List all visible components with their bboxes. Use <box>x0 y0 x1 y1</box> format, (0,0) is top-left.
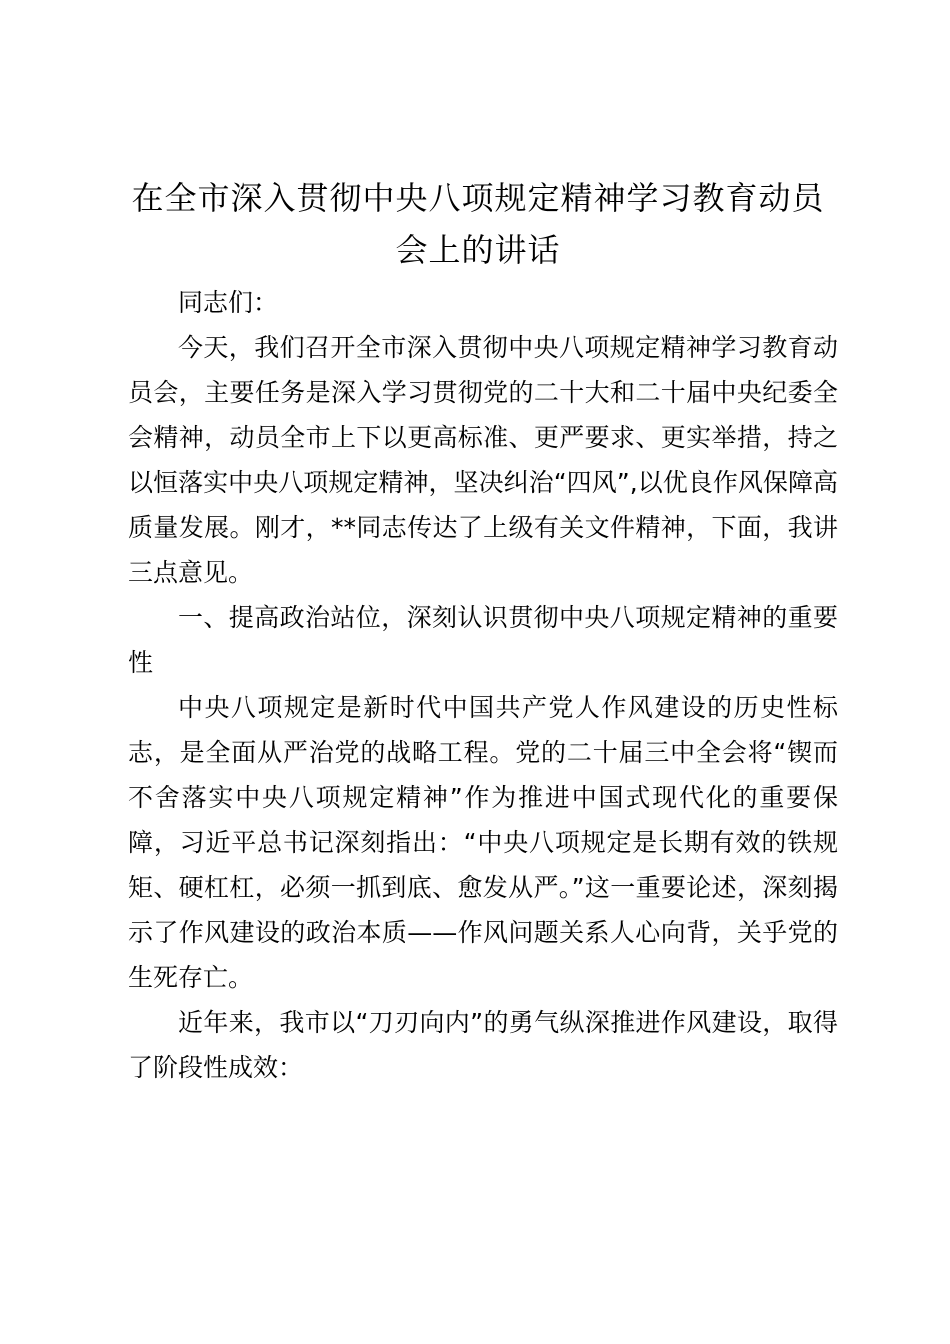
document-body <box>128 280 838 1090</box>
paragraph-achievements: 近年来，我市以“刀刃向内”的勇气纵深推进作风建设，取得了阶段性成效： <box>128 1008 838 1082</box>
document-title: 在全市深入贯彻中央八项规定精神学习教育动员会上的讲话 <box>131 179 825 269</box>
paragraph-intro: 今天，我们召开全市深入贯彻中央八项规定精神学习教育动员会，主要任务是深入学习贯彻党的二十大和二十届中央纪委全会精神，动员全市上下以更高标准、更严要求、更实举措，持之以恒落实中央八项规定精神，坚决纠治“四风”,以优良作风保障高质量发展。刚才，**同志传达了上级有关文件精神，下面，我讲三点意见。 <box>128 333 838 587</box>
section-heading-1: 一、提高政治站位，深刻认识贯彻中央八项规定精神的重要性 <box>128 603 838 677</box>
salutation: 同志们： <box>178 288 279 317</box>
paragraph-section-1: 中央八项规定是新时代中国共产党人作风建设的历史性标志，是全面从严治党的战略工程。党的二十届三中全会将“锲而不舍落实中央八项规定精神”作为推进中国式现代化的重要保障，习近平总书记深刻指出：“中央八项规定是长期有效的铁规矩、硬杠杠，必须一抓到底、愈发从严。”这一重要论述，深刻揭示了作风建设的政治本质——作风问题关系人心向背，关乎党的生死存亡。 <box>128 693 838 992</box>
